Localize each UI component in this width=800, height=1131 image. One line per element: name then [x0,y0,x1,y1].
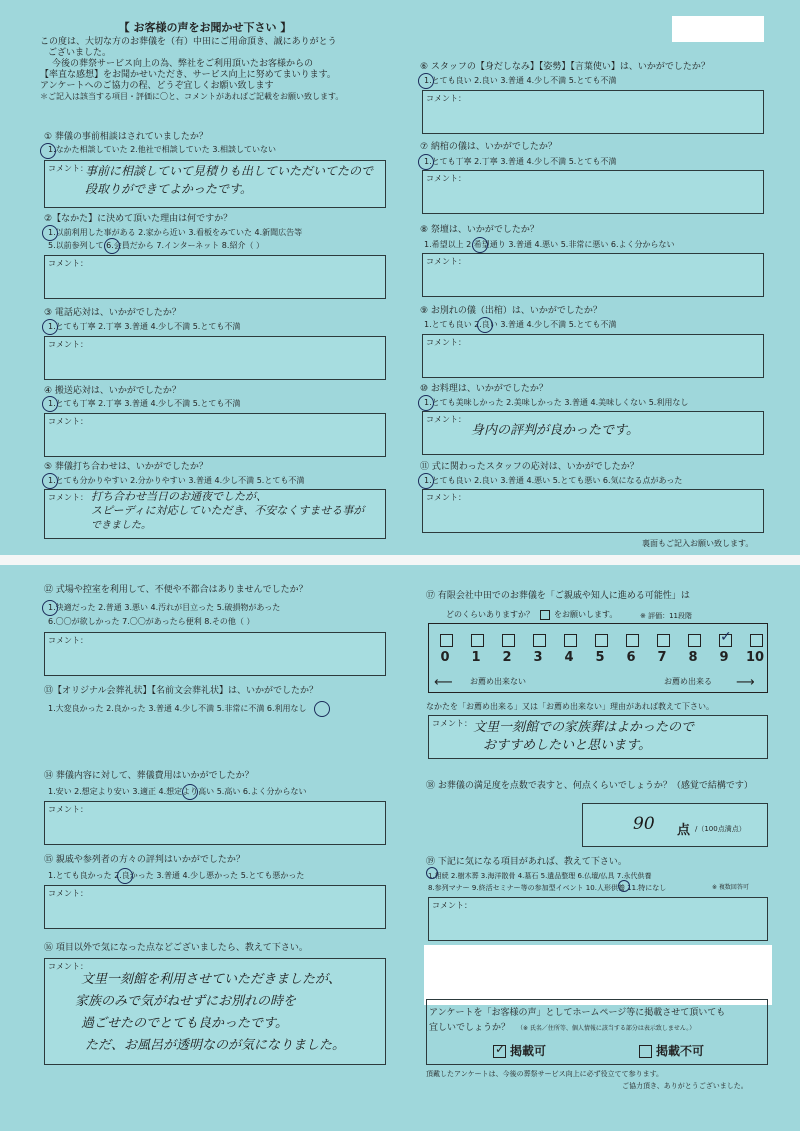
handwritten-line: 過ごせたのでとても良かったです。 [81,1016,288,1031]
q17-question: ⑰ 有限会社中田でのお葬儀を「ご親戚や知人に進める可能性」は [426,591,690,601]
score-unit: 点 [677,823,691,838]
scale-number: 2 [502,650,512,665]
q17-sub2: をお願いします。 [554,610,618,619]
q8-options: 1.希望以上 2.希望通り 3.普通 4.悪い 5.非常に悪い 6.よく分からない [424,240,675,249]
page2-footer: 頂戴したアンケートは、今後の葬祭サービス向上に必ず役立てて参ります。 [426,1070,664,1078]
q19-options: 8.参列マナー 9.終活セミナー等の参加型イベント 10.人形供養 11.特になし [428,884,667,892]
scale-checkbox-1[interactable] [471,634,484,647]
scale-number: 10 [745,650,765,665]
q15-options: 1.とても良かった 2.良かった 3.普通 4.少し悪かった 5.とても悪かった [48,871,305,880]
q2-comment-box[interactable] [44,255,386,299]
comment-label: コメント： [426,338,466,347]
comment-label: コメント： [48,340,88,349]
q2-options: 5.以前参列して 6.会員だから 7.インターネット 8.紹介（ ） [48,241,264,250]
handwritten-line: スピーディに対応していただき、不安なくすませる事が [91,504,365,517]
scale-number: 8 [688,650,698,665]
q14-question: ⑭ 葬儀内容に対して、葬儀費用はいかがでしたか？ [44,771,254,781]
handwritten-line: おすすめしたいと思います。 [483,738,652,753]
q9-options: 1.とても良い 2.良い 3.普通 4.少し不満 5.とても不満 [424,320,617,329]
scale-checkbox-10[interactable] [750,634,763,647]
publish-no-label: 掲載不可 [656,1044,705,1058]
right-arrow-icon: ⟶ [736,675,755,690]
q16-comment-box[interactable] [44,958,386,1065]
q3-options: 1.とても丁寧 2.丁寧 3.普通 4.少し不満 5.とても不満 [48,322,241,331]
intro-line: アンケートへのご協力の程、どうぞ宜しくお願い致します [40,81,274,91]
q7-comment-box[interactable] [422,170,764,214]
q12-comment-box[interactable] [44,632,386,676]
handwritten-line: できました。 [91,520,151,531]
answer-circle [418,154,434,170]
q4-options: 1.とても丁寧 2.丁寧 3.普通 4.少し不満 5.とても不満 [48,399,241,408]
q15-comment-box[interactable] [44,885,386,929]
q19-note: ※ 複数回答可 [712,884,749,891]
publish-question: アンケートを「お客様の声」としてホームページ等に掲載させて頂いても [429,1008,726,1018]
score-value: 90 [633,814,655,834]
q14-options: 1.安い 2.想定より安い 3.適正 4.想定より高い 5.高い 6.よく分からない [48,787,307,796]
q2-options: 1.以前利用した事がある 2.家から近い 3.看板をみていた 4.新聞広告等 [48,228,303,237]
answer-circle [182,784,198,800]
comment-label: コメント： [48,962,88,971]
answer-circle [42,473,58,489]
q2-question: ②【なかた】に決めて頂いた理由は何ですか？ [44,214,233,224]
q9-question: ⑨ お別れの儀（出棺）は、いかがでしたか？ [420,306,602,316]
scale-checkbox-6[interactable] [626,634,639,647]
q9-comment-box[interactable] [422,334,764,378]
handwritten-line: 文里一刻館での家族葬はよかったので [473,720,695,735]
q14-comment-box[interactable] [44,801,386,845]
answer-circle [42,600,58,616]
q7-options: 1.とても丁寧 2.丁寧 3.普通 4.少し不満 5.とても不満 [424,157,617,166]
handwritten-line: 打ち合わせ当日のお通夜でしたが、 [91,490,267,503]
q4-comment-box[interactable] [44,413,386,457]
q19-question: ⑲ 下記に気になる項目があれば、教えて下さい。 [426,857,627,867]
intro-line: 今後の葬祭サービス向上の為、弊社をご利用頂いたお客様からの [52,59,314,69]
comment-label: コメント： [48,417,88,426]
comment-label: コメント： [48,164,88,173]
intro-note: ＊ご記入は該当する項目・評価に〇と、コメントがあればご記載をお願い致します。 [40,92,344,101]
q1-question: ① 葬儀の事前相談はされていましたか？ [44,132,208,142]
handwritten-line: 段取りができてよかったです。 [85,182,253,196]
answer-circle [40,143,56,159]
comment-label: コメント： [48,805,88,814]
redacted-area [424,945,772,1005]
answer-circle [618,880,630,892]
q7-question: ⑦ 納棺の儀は、いかがでしたか？ [420,142,557,152]
page1-footer: 裏面もご記入お願い致します。 [642,539,754,548]
publish-note: （※ 氏名／住所等、個人情報に該当する部分は表示致しません。） [517,1025,696,1032]
answer-circle [42,319,58,335]
q17-note: ※ 評価：11段階 [640,612,692,620]
answer-circle [314,701,330,717]
q1-comment-box[interactable] [44,160,386,208]
scale-checkbox-5[interactable] [595,634,608,647]
handwritten-line: 身内の評判が良かったです。 [471,423,639,438]
answer-circle [117,868,133,884]
score-max: /（100点満点） [695,825,746,833]
scale-number: 5 [595,650,605,665]
q6-comment-box[interactable] [422,90,764,134]
comment-label: コメント： [426,415,466,424]
scale-checkbox-3[interactable] [533,634,546,647]
q19-options: 1.相続 2.樹木葬 3.海洋散骨 4.墓石 5.遺品整理 6.仏壇/仏具 7.永代供養 [428,872,652,880]
left-arrow-icon: ⟵ [434,675,453,690]
q10-comment-box[interactable] [422,411,764,455]
publish-question: 宜しいでしょうか？ [429,1023,511,1033]
publish-yes-option[interactable] [493,1042,546,1059]
intro-line: 【率直な感想】をお聞かせいただき、サービス向上に努めてまいります。 [40,70,336,80]
publish-yes-label: 掲載可 [510,1044,547,1058]
scale-number: 4 [564,650,574,665]
q10-options: 1.とても美味しかった 2.美味しかった 3.普通 4.美味しくない 5.利用なし [424,398,689,407]
answer-circle [418,395,434,411]
comment-label: コメント： [48,259,88,268]
handwritten-line: 事前に相談していて見積りも出していただいてたので [85,164,374,178]
scale-number: 1 [471,650,481,665]
scale-checkbox-9[interactable] [719,629,732,647]
unchecked-box-icon[interactable] [639,1045,652,1058]
comment-label: コメント： [432,901,472,910]
q1-options: 1.なかた相談していた 2.他社で相談していた 3.相談していない [48,145,276,154]
comment-label: コメント： [426,493,466,502]
q11-options: 1.とても良い 2.良い 3.普通 4.悪い 5.とても悪い 6.気になる点があった [424,476,683,485]
redacted-date [672,16,764,42]
scale-number: 9 [719,650,729,665]
q8-question: ⑧ 祭壇は、いかがでしたか？ [420,225,539,235]
scale-left-label: お薦め出来ない [470,677,526,686]
q16-question: ⑯ 項目以外で気になった点などございましたら、教えて下さい。 [44,943,308,953]
answer-circle [42,396,58,412]
q18-question: ⑱ お葬儀の満足度を点数で表すと、何点くらいでしょうか？（感覚で結構です） [426,781,753,791]
scale-checkbox-8[interactable] [688,634,701,647]
survey-page-back [0,565,800,1131]
q11-question: ⑪ 式に関わったスタッフの応対は、いかがでしたか？ [420,462,639,472]
answer-circle [472,237,488,253]
answer-circle [426,867,438,879]
comment-label: コメント： [48,493,88,502]
publish-no-option[interactable] [639,1042,704,1059]
q8-comment-box[interactable] [422,253,764,297]
check-mark-icon: ✓ [495,1042,506,1056]
q17-check-icon [540,610,550,620]
comment-label: コメント： [48,636,88,645]
q3-question: ③ 電話応対は、いかがでしたか？ [44,308,181,318]
answer-circle [42,225,58,241]
comment-label: コメント： [426,257,466,266]
scale-number: 6 [626,650,636,665]
q12-options: 1.快適だった 2.普通 3.悪い 4.汚れが目立った 5.破損物があった [48,603,281,612]
scale-checkbox-7[interactable] [657,634,670,647]
survey-title: 【 お客様の声をお聞かせ下さい 】 [118,21,292,34]
q17-sub: どのくらいありますか？ [446,610,534,619]
answer-circle [477,317,493,333]
scale-number: 3 [533,650,543,665]
survey-page-front [0,0,800,555]
comment-label: コメント： [432,719,472,728]
q13-options: 1.大変良かった 2.良かった 3.普通 4.少し不満 5.非常に不満 6.利用なし [48,704,307,713]
scale-checkbox-4[interactable] [564,634,577,647]
reason-comment-box[interactable] [428,715,768,759]
handwritten-line: ただ、お風呂が透明なのが気になりました。 [85,1038,346,1053]
q10-question: ⑩ お料理は、いかがでしたか？ [420,384,548,394]
scale-number: 0 [440,650,450,665]
q4-question: ④ 搬送応対は、いかがでしたか？ [44,386,181,396]
q11-comment-box[interactable] [422,489,764,533]
scale-right-label: お薦め出来る [664,677,712,686]
handwritten-line: 文里一刻館を利用させていただきましたが、 [81,972,342,987]
comment-label: コメント： [48,889,88,898]
q5-options: 1.とても分かりやすい 2.分かりやすい 3.普通 4.少し不満 5.とても不満 [48,476,305,485]
publish-consent-box [426,999,768,1065]
q6-question: ⑥ スタッフの【身だしなみ】【姿勢】【言葉使い】は、いかがでしたか？ [420,62,710,72]
q5-question: ⑤ 葬儀打ち合わせは、いかがでしたか？ [44,462,208,472]
comment-label: コメント： [426,174,466,183]
intro-line: この度は、大切な方のお葬儀を（有）中田にご用命頂き、誠にありがとう [40,37,337,47]
checked-box-icon[interactable] [493,1042,506,1058]
intro-line: ございました。 [48,48,112,58]
scale-checkbox-2[interactable] [502,634,515,647]
q19-comment-box[interactable] [428,897,768,941]
answer-circle [418,73,434,89]
check-mark-icon: ✓ [720,629,732,645]
reason-question: なかたを「お薦め出来る」又は「お薦め出来ない」理由があれば教えて下さい。 [426,702,714,711]
answer-circle [418,473,434,489]
q15-question: ⑮ 親戚や参列者の方々の評判はいかがでしたか？ [44,855,245,865]
q12-options: 6.〇〇が欲しかった 7.〇〇があったら便利 8.その他（ ） [48,617,255,626]
q5-comment-box[interactable] [44,489,386,539]
page2-footer: ご協力頂き、ありがとうございました。 [622,1082,748,1090]
answer-circle [104,238,120,254]
scale-checkbox-0[interactable] [440,634,453,647]
score-box[interactable] [582,803,768,847]
q3-comment-box[interactable] [44,336,386,380]
comment-label: コメント： [426,94,466,103]
q6-options: 1.とても良い 2.良い 3.普通 4.少し不満 5.とても不満 [424,76,617,85]
handwritten-line: 家族のみで気がねせずにお別れの時を [75,994,297,1009]
q12-question: ⑫ 式場や控室を利用して、不便や不都合はありませんでしたか？ [44,585,308,595]
scale-number: 7 [657,650,667,665]
q13-question: ⑬【オリジナル会葬礼状】【名前文会葬礼状】は、いかがでしたか？ [44,686,319,696]
